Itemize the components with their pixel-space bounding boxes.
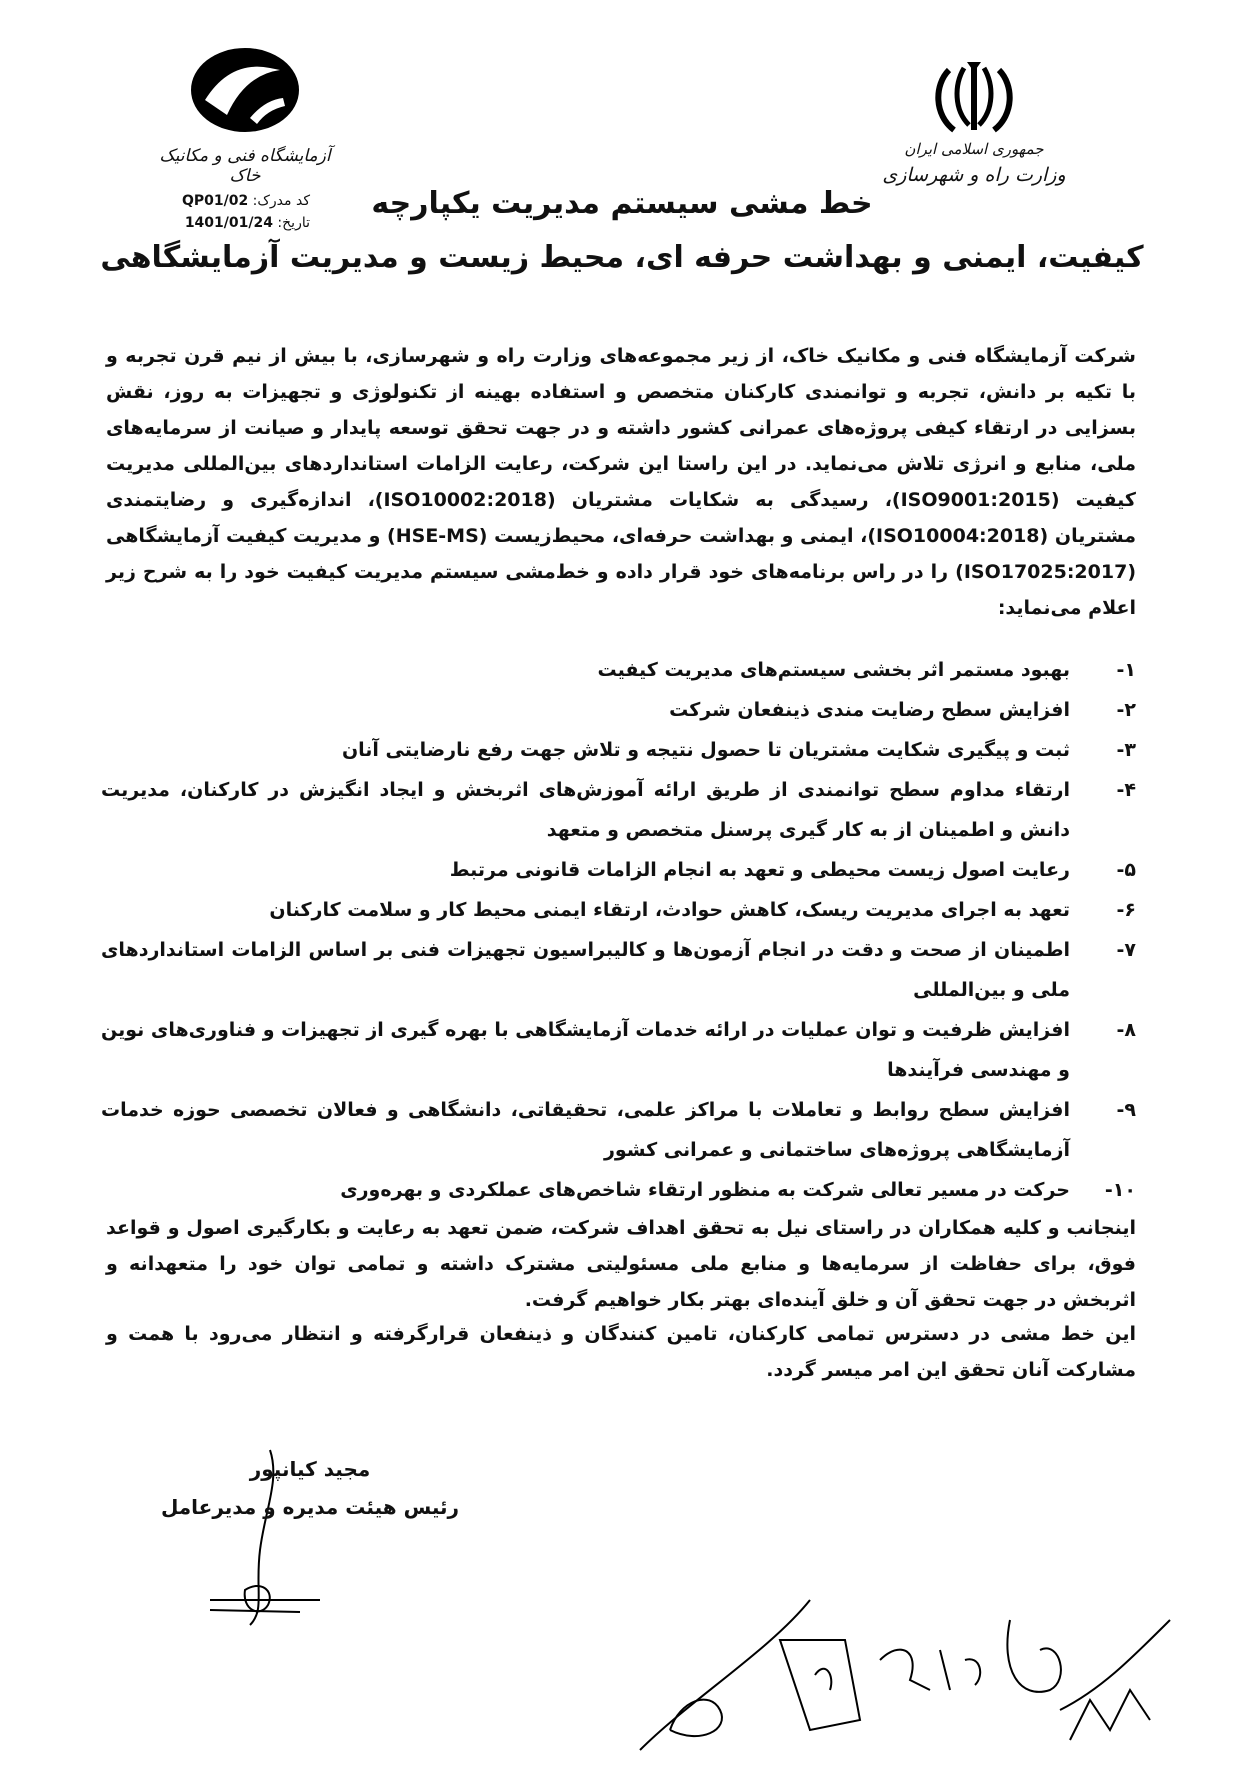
- list-item-text: رعایت اصول زیست محیطی و تعهد به انجام الزامات قانونی مرتبط: [449, 859, 1070, 881]
- list-item-number: ۲-: [1116, 699, 1136, 721]
- document-title: خط مشی سیستم مدیریت یکپارچه: [371, 186, 873, 221]
- closing-paragraph-2: این خط مشی در دسترس تمامی کارکنان، تامین کنندگان و ذینفعان قرارگرفته و انتظار می‌رود با همت و مشارکت آنان تحقق این امر میسر گردد.: [106, 1323, 1136, 1381]
- signatory-name: مجید کیانپور: [249, 1457, 371, 1481]
- republic-caption: جمهوری اسلامی ایران: [904, 140, 1044, 158]
- list-item-text: افزایش سطح رضایت مندی ذینفعان شرکت: [669, 699, 1070, 721]
- list-item: [101, 690, 1136, 730]
- list-item-text: افزایش ظرفیت و توان عملیات در ارائه خدمات آزمایشگاهی با بهره گیری از تجهیزات و فناوری‌های نوین و مهندسی فرآیندها: [101, 1019, 1070, 1081]
- list-item-text: اطمینان از صحت و دقت در انجام آزمون‌ها و کالیبراسیون تجهیزات فنی بر اساس الزامات استانداردهای ملی و بین‌المللی: [101, 939, 1070, 1001]
- list-item: [101, 1010, 1136, 1090]
- signatory-block: [150, 1450, 470, 1526]
- list-item-text: ارتقاء مداوم سطح توانمندی از طریق ارائه آموزش‌های اثربخش و ایجاد انگیزش در کارکنان، مدیریت دانش و اطمینان از به کار گیری پرسنل متخصص و متعهد: [101, 779, 1070, 841]
- list-item: [101, 730, 1136, 770]
- list-item-text: بهبود مستمر اثر بخشی سیستم‌های مدیریت کیفیت: [597, 659, 1070, 681]
- list-item-text: افزایش سطح روابط و تعاملات با مراکز علمی، تحقیقاتی، دانشگاهی و فعالان تخصصی حوزه خدمات آزمایشگاهی پروژه‌های ساختمانی و عمرانی کشور: [101, 1099, 1070, 1161]
- lab-logo-icon: [185, 40, 305, 140]
- list-item-text: تعهد به اجرای مدیریت ریسک، کاهش حوادث، ارتقاء ایمنی محیط کار و سلامت کارکنان: [269, 899, 1070, 921]
- handwritten-initials-icon: [630, 1580, 1190, 1760]
- intro-paragraph: شرکت آزمایشگاه فنی و مکانیک خاک، از زیر مجموعه‌های وزارت راه و شهرسازی، با بیش از نیم قرن تجربه و با تکیه بر دانش، تجربه و توانمندی کارکنان متخصص و استفاده بهینه از تکنولوژی و تجهیزات به روز، نقش بسزایی در ارتقاء کیفی پروژه‌های عمرانی کشور داشته و در جهت تحقق توسعه پایدار و صیانت از سرمایه‌های ملی، منابع و انرژی تلاش می‌نماید. در این راستا این شرکت، رعایت الزامات استانداردهای بین‌المللی مدیریت کیفیت (ISO9001:2015)، رسیدگی به شکایات مشتریان (ISO10002:2018)، اندازه‌گیری و رضایتمندی مشتریان (ISO10004:2018)، ایمنی و بهداشت حرفه‌ای، محیط‌زیست (HSE-MS) و مدیریت کیفیت آزمایشگاهی (ISO17025:2017) را در راس برنامه‌های خود قرار داده و خط‌مشی سیستم مدیریت کیفیت خود را به شرح زیر اعلام می‌نماید:: [106, 345, 1137, 619]
- lab-logo: [150, 40, 340, 186]
- list-item-text: ثبت و پیگیری شکایت مشتریان تا حصول نتیجه و تلاش جهت رفع نارضایتی آنان: [341, 739, 1070, 761]
- doc-date: 1401/01/24: [184, 215, 273, 231]
- ministry-logo: [844, 60, 1104, 186]
- list-item-number: ۷-: [1116, 939, 1136, 961]
- list-item: [101, 1170, 1136, 1210]
- iran-emblem-icon: [929, 60, 1019, 140]
- list-item-text: حرکت در مسیر تعالی شرکت به منظور ارتقاء شاخص‌های عملکردی و بهره‌وری: [340, 1179, 1070, 1201]
- doc-code: QP01/02: [181, 193, 249, 209]
- list-item: [101, 1090, 1136, 1170]
- document-subtitle: کیفیت، ایمنی و بهداشت حرفه ای، محیط زیست و مدیریت آزمایشگاهی: [100, 240, 1144, 275]
- list-item: [101, 850, 1136, 890]
- ministry-caption: وزارت راه و شهرسازی: [882, 164, 1066, 186]
- list-item-number: ۴-: [1116, 779, 1136, 801]
- list-item-number: ۹-: [1116, 1099, 1136, 1121]
- list-item-number: ۱۰-: [1104, 1179, 1136, 1201]
- list-item-number: ۳-: [1116, 739, 1136, 761]
- policy-list: [101, 650, 1136, 1210]
- list-item: [101, 650, 1136, 690]
- list-item: [101, 890, 1136, 930]
- signatory-position: رئیس هیئت مدیره و مدیرعامل: [160, 1495, 460, 1519]
- closing-paragraph: اینجانب و کلیه همکاران در راستای نیل به تحقق اهداف شرکت، ضمن تعهد به رعایت و بکارگیری اصول و قواعد فوق، برای حفاظت از سرمایه‌ها و منابع ملی مسئولیتی مشترک داشته و تمامی توان خود را متعهدانه و اثربخش در جهت تحقق آن و خلق آینده‌ای بهتر بکار خواهیم گرفت.: [106, 1217, 1136, 1311]
- list-item-number: ۶-: [1116, 899, 1136, 921]
- lab-caption: آزمایشگاه فنی و مکانیک خاک: [159, 146, 331, 186]
- list-item: [101, 770, 1136, 850]
- list-item: [101, 930, 1136, 1010]
- doc-code-label: کد مدرک:: [252, 193, 310, 209]
- list-item-number: ۵-: [1116, 859, 1136, 881]
- list-item-number: ۱-: [1116, 659, 1136, 681]
- doc-date-label: تاریخ:: [277, 215, 310, 231]
- list-item-number: ۸-: [1116, 1019, 1136, 1041]
